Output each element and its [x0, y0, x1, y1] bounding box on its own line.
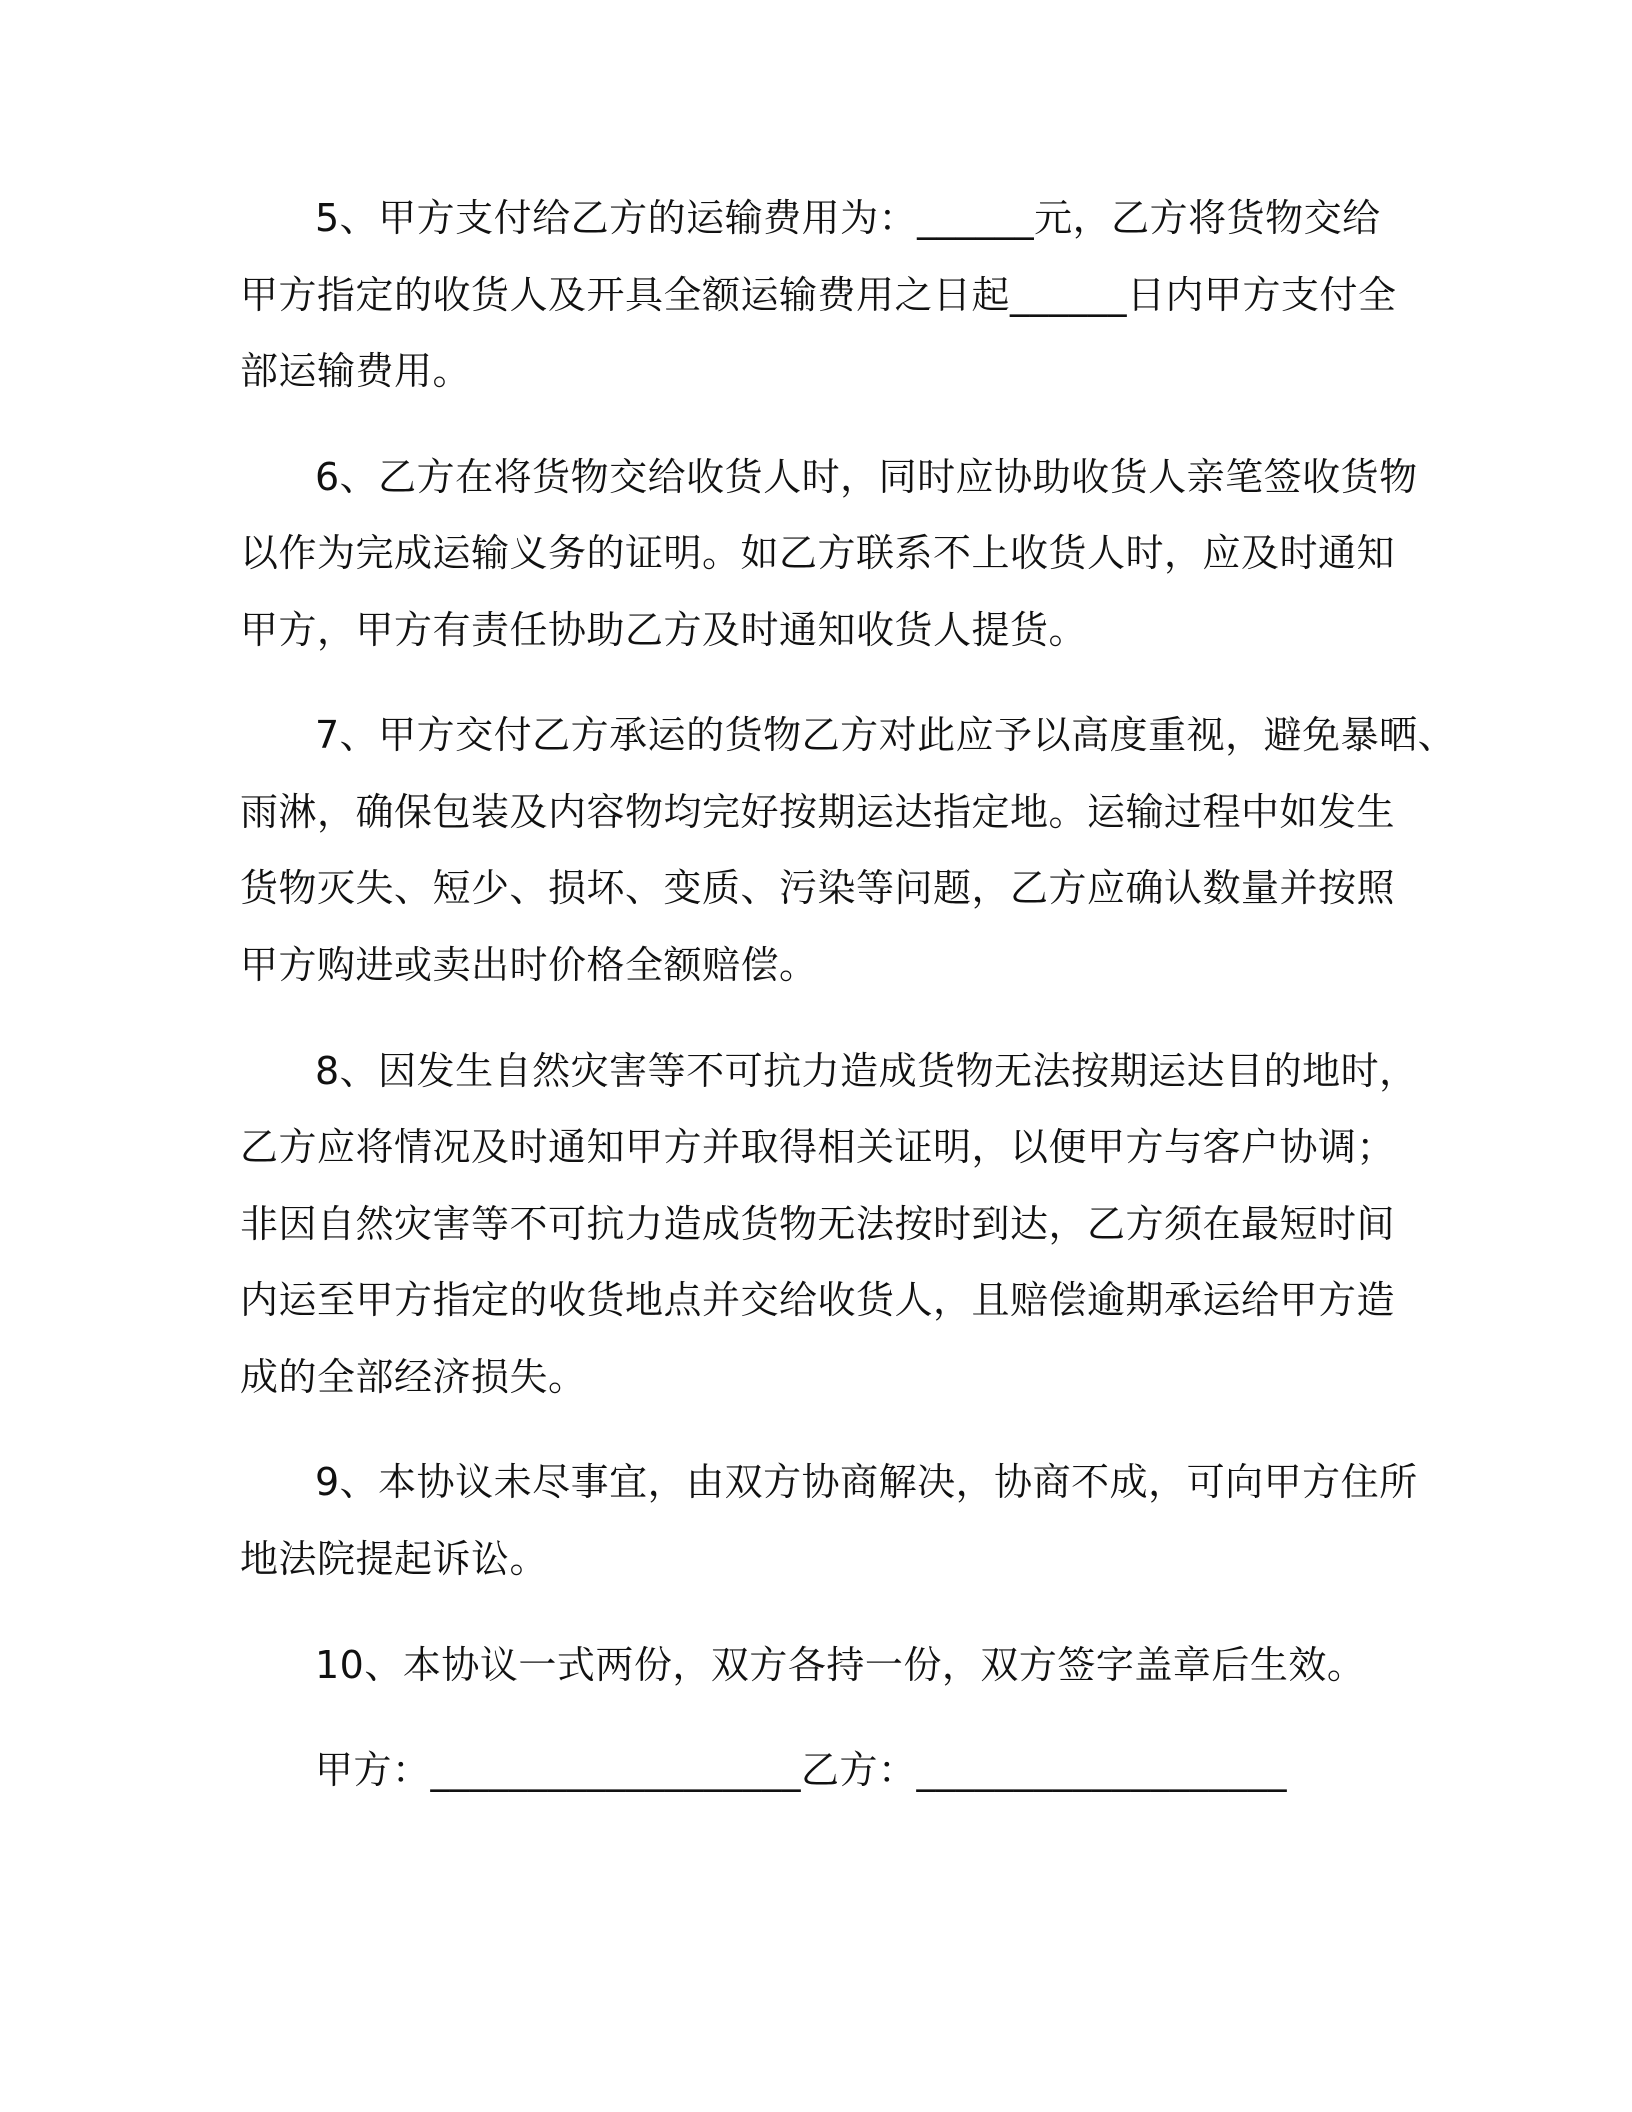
signature-line: 甲方：___________________乙方：___________________ — [315, 1748, 1288, 1792]
clause-9-line-2: 地法院提起诉讼。 — [240, 1537, 549, 1581]
clause-8-line-4: 内运至甲方指定的收货地点并交给收货人，且赔偿逾期承运给甲方造 — [240, 1278, 1396, 1322]
clause-8-line-5: 成的全部经济损失。 — [240, 1355, 587, 1399]
clause-5-line-2: 甲方指定的收货人及开具全额运输费用之日起______日内甲方支付全 — [240, 273, 1397, 317]
clause-7-line-2: 雨淋，确保包装及内容物均完好按期运达指定地。运输过程中如发生 — [240, 790, 1396, 834]
clause-7-line-4: 甲方购进或卖出时价格全额赔偿。 — [240, 943, 818, 987]
clause-10-line-1: 10、本协议一式两份，双方各持一份，双方签字盖章后生效。 — [315, 1643, 1366, 1687]
clause-7-line-3: 货物灭失、短少、损坏、变质、污染等问题，乙方应确认数量并按照 — [240, 866, 1396, 910]
clause-6-line-3: 甲方，甲方有责任协助乙方及时通知收货人提货。 — [240, 608, 1088, 652]
clause-8-line-3: 非因自然灾害等不可抗力造成货物无法按时到达，乙方须在最短时间 — [240, 1202, 1396, 1246]
clause-6-line-2: 以作为完成运输义务的证明。如乙方联系不上收货人时，应及时通知 — [240, 531, 1396, 575]
clause-5-line-3: 部运输费用。 — [240, 349, 472, 393]
clause-9-line-1: 9、本协议未尽事宜，由双方协商解决，协商不成，可向甲方住所 — [315, 1460, 1418, 1504]
clause-8-line-2: 乙方应将情况及时通知甲方并取得相关证明，以便甲方与客户协调； — [240, 1125, 1396, 1169]
clause-6-line-1: 6、乙方在将货物交给收货人时，同时应协助收货人亲笔签收货物 — [315, 455, 1418, 499]
clause-5-line-1: 5、甲方支付给乙方的运输费用为：______元，乙方将货物交给 — [315, 196, 1381, 240]
clause-7-line-1: 7、甲方交付乙方承运的货物乙方对此应予以高度重视，避免暴晒、 — [315, 713, 1457, 757]
clause-8-line-1: 8、因发生自然灾害等不可抗力造成货物无法按期运达目的地时， — [315, 1049, 1418, 1093]
